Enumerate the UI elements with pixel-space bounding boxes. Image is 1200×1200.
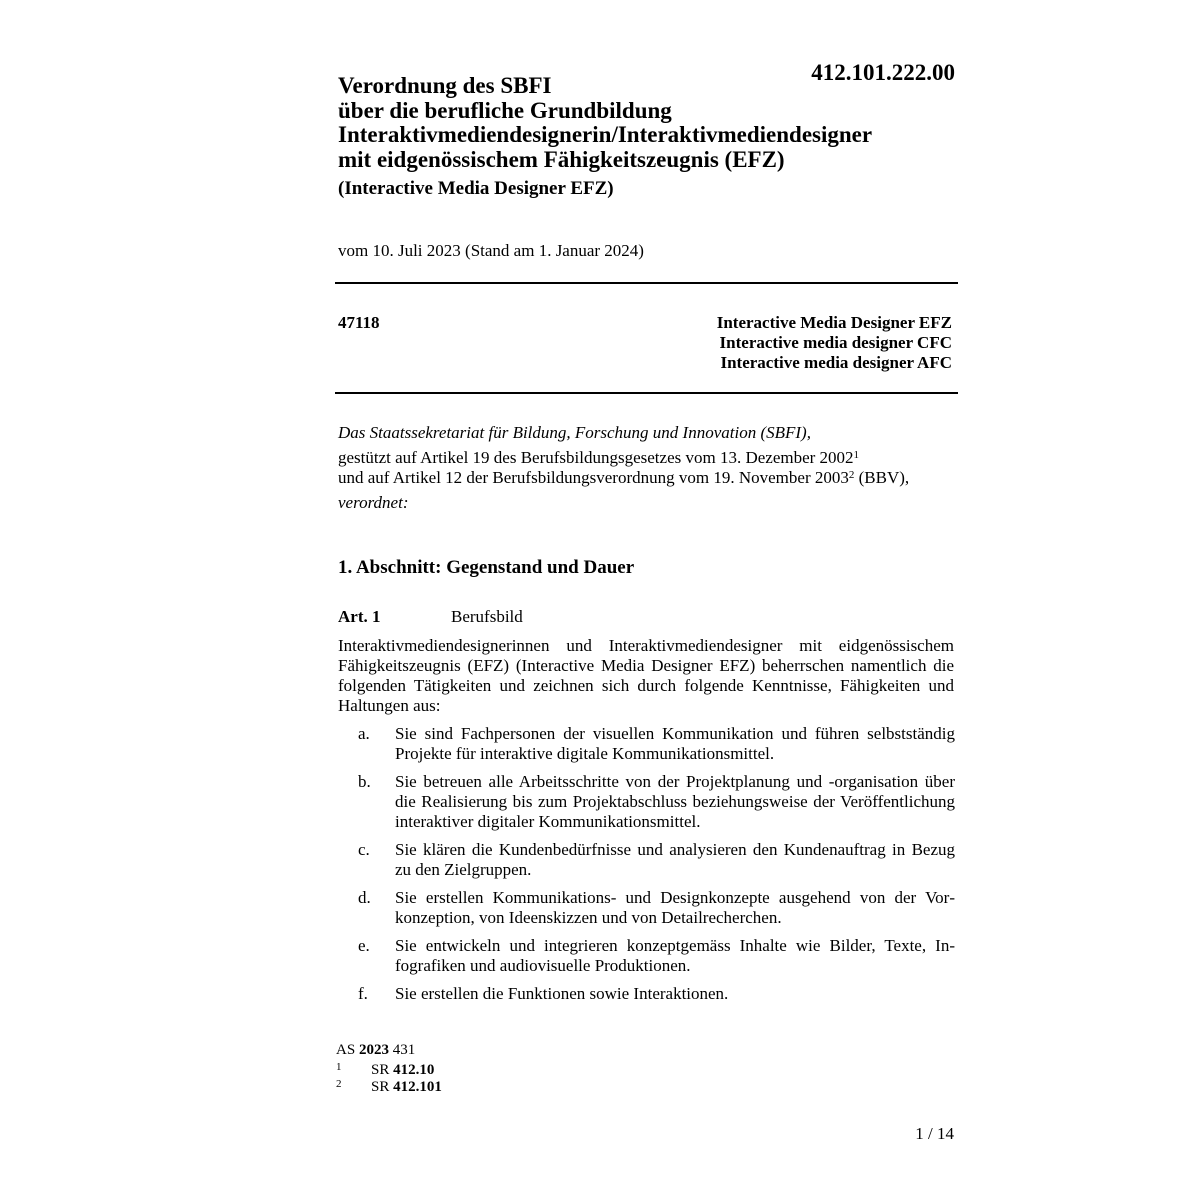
footnote-ref-1[interactable]: 1 [853, 449, 860, 461]
article-list [358, 724, 958, 1012]
item-text: Sie betreuen alle Arbeitsschritte von der Projektplanung und -organisation über die Realisierung bis zum Projektabschluss beziehungsweise der Veröffentlichung interaktiver digitaler Kommunikationsmittel. [395, 772, 955, 831]
profession-names [640, 313, 952, 373]
preamble-authority: Das Staatssekretariat für Bildung, Forschung und Innovation (SBFI), [338, 423, 811, 442]
item-letter: c. [358, 840, 370, 859]
preamble-basis-1 [338, 448, 958, 468]
footnote-prefix: SR [371, 1062, 394, 1078]
as-prefix: AS [336, 1042, 359, 1058]
footnote-number: 2 [336, 1078, 342, 1090]
article-title: Berufsbild [451, 607, 523, 626]
preamble-basis-2 [338, 468, 958, 488]
footnote-ref[interactable]: 412.101 [393, 1079, 442, 1095]
title-line: Verordnung des SBFI [338, 73, 552, 98]
item-text: Sie sind Fachpersonen der visuellen Kommunikation und führen selbstständig Projekte für interaktive digitale Kommunikationsmittel. [395, 724, 955, 763]
item-letter: f. [358, 984, 368, 1003]
footnote-prefix: SR [371, 1079, 394, 1095]
item-letter: e. [358, 936, 370, 955]
title-line: über die berufliche Grundbildung [338, 97, 672, 123]
list-item [358, 984, 958, 1004]
article-label: Art. 1 [338, 607, 381, 626]
document-title [338, 74, 958, 172]
profession-name: Interactive media designer AFC [720, 353, 952, 372]
page-number: 1 / 14 [915, 1124, 954, 1143]
section-title: 1. Abschnitt: Gegenstand und Dauer [338, 557, 635, 578]
divider-bottom [335, 392, 958, 394]
list-item [358, 772, 958, 832]
preamble-verb: verordnet: [338, 493, 409, 512]
document-subtitle: (Interactive Media Designer EFZ) [338, 178, 614, 199]
item-letter: a. [358, 724, 370, 743]
footnote-2 [336, 1078, 442, 1096]
basis-2-text: und auf Artikel 12 der Berufsbildungsverordnung vom 19. November 2003 [338, 468, 849, 487]
profession-name: Interactive media designer CFC [719, 333, 952, 352]
item-letter: d. [358, 888, 371, 907]
list-item [358, 936, 958, 976]
official-compilation-ref [336, 1042, 415, 1059]
as-year: 2023 [358, 1042, 389, 1058]
basis-2-suffix: (BBV), [854, 468, 910, 487]
list-item [358, 840, 958, 880]
footnote-1 [336, 1061, 434, 1079]
basis-1-text: gestützt auf Artikel 19 des Berufsbildungsgesetzes vom 13. Dezember 2002 [338, 448, 854, 467]
list-item [358, 888, 958, 928]
profession-name: Interactive Media Designer EFZ [716, 313, 952, 332]
title-line: Interaktivmediendesignerin/Interaktivmediendesigner [338, 122, 873, 147]
item-text: Sie erstellen die Funktionen sowie Interaktionen. [395, 984, 729, 1003]
preamble [338, 423, 958, 513]
article-intro: Interaktivmediendesignerinnen und Interaktivmediendesigner mit eidgenössischem Fähigkeitszeugnis (EFZ) (Interactive Media Designer EFZ) beherrschen namentlich die folgenden Tätigkeiten und zeichnen sich durch folgende Kenntnisse, Fähigkeiten und Haltungen aus: [338, 636, 954, 715]
footnote-ref[interactable]: 412.10 [393, 1062, 435, 1078]
footnote-ref-2[interactable]: 2 [848, 469, 855, 481]
sr-number: 412.101.222.00 [811, 60, 955, 85]
item-text: Sie klären die Kundenbedürfnisse und analysieren den Kundenauftrag in Bezug zu den Zielgruppen. [395, 840, 955, 879]
item-text: Sie erstellen Kommunikations- und Designkonzepte ausgehend von der Vorkonzeption, von Ideenskizzen und von Detailrecherchen. [395, 888, 955, 927]
footnote-number: 1 [336, 1061, 342, 1073]
title-line: mit eidgenössischem Fähigkeitszeugnis (EFZ) [338, 146, 785, 172]
date-line: vom 10. Juli 2023 (Stand am 1. Januar 2024) [338, 241, 644, 260]
profession-code: 47118 [338, 313, 380, 332]
item-text: Sie entwickeln und integrieren konzeptgemäss Inhalte wie Bilder, Texte, Infografiken und audiovisuelle Produktionen. [395, 936, 955, 975]
item-letter: b. [358, 772, 371, 791]
divider-top [335, 282, 958, 284]
list-item [358, 724, 958, 764]
as-page: 431 [388, 1042, 416, 1058]
